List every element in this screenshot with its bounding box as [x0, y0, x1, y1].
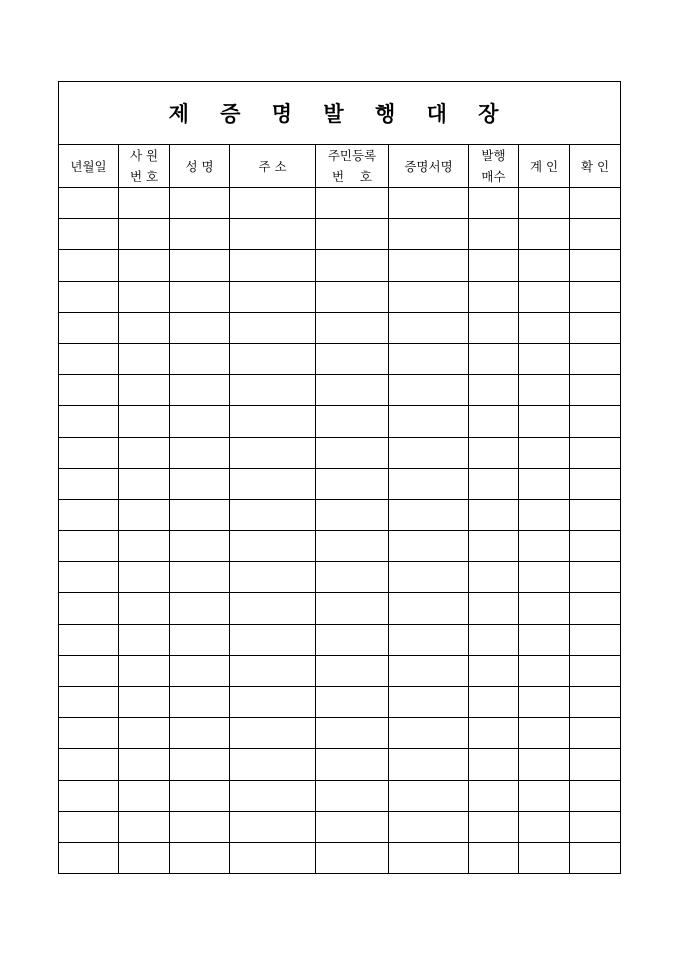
table-cell — [570, 655, 621, 686]
table-cell — [316, 749, 389, 780]
table-cell — [119, 749, 170, 780]
column-header-1 — [59, 145, 119, 188]
table-cell — [389, 343, 469, 374]
table-cell — [59, 562, 119, 593]
title-row — [59, 82, 621, 145]
table-cell — [59, 375, 119, 406]
table-cell — [119, 188, 170, 219]
table-cell — [389, 437, 469, 468]
table-cell — [469, 811, 519, 842]
table-cell — [469, 499, 519, 530]
table-row — [59, 562, 621, 593]
table-cell — [230, 687, 316, 718]
table-cell — [469, 718, 519, 749]
table-cell — [519, 188, 570, 219]
table-cell — [170, 718, 230, 749]
table-cell — [469, 624, 519, 655]
table-row — [59, 437, 621, 468]
table-cell — [469, 687, 519, 718]
table-cell — [519, 780, 570, 811]
table-cell — [230, 811, 316, 842]
table-cell — [59, 687, 119, 718]
table-cell — [570, 780, 621, 811]
table-cell — [230, 531, 316, 562]
table-cell — [519, 281, 570, 312]
table-cell — [469, 655, 519, 686]
table-cell — [316, 811, 389, 842]
table-cell — [170, 749, 230, 780]
table-cell — [230, 780, 316, 811]
table-cell — [389, 406, 469, 437]
column-header-line: 성 명 — [185, 158, 214, 174]
table-cell — [170, 624, 230, 655]
table-cell — [389, 219, 469, 250]
table-cell — [59, 593, 119, 624]
table-cell — [230, 749, 316, 780]
table-cell — [570, 468, 621, 499]
column-header-3 — [170, 145, 230, 188]
table-cell — [119, 718, 170, 749]
table-row — [59, 531, 621, 562]
table-cell — [230, 437, 316, 468]
table-cell — [119, 842, 170, 873]
table-row — [59, 749, 621, 780]
column-header-8 — [519, 145, 570, 188]
table-cell — [170, 312, 230, 343]
column-header-line: 확 인 — [580, 158, 610, 174]
table-row — [59, 468, 621, 499]
table-cell — [469, 219, 519, 250]
table-cell — [469, 437, 519, 468]
table-cell — [389, 468, 469, 499]
table-cell — [316, 624, 389, 655]
table-cell — [230, 468, 316, 499]
table-cell — [519, 343, 570, 374]
table-cell — [316, 531, 389, 562]
table-cell — [389, 655, 469, 686]
table-cell — [59, 437, 119, 468]
table-cell — [316, 188, 389, 219]
table-row — [59, 250, 621, 281]
table-cell — [119, 624, 170, 655]
column-header-line: 주 소 — [258, 158, 287, 174]
table-cell — [59, 624, 119, 655]
table-cell — [170, 593, 230, 624]
table-row — [59, 499, 621, 530]
table-cell — [469, 468, 519, 499]
table-cell — [316, 250, 389, 281]
table-cell — [469, 343, 519, 374]
table-row — [59, 593, 621, 624]
table-row — [59, 312, 621, 343]
table-cell — [389, 842, 469, 873]
table-cell — [170, 406, 230, 437]
table-cell — [389, 811, 469, 842]
table-cell — [519, 593, 570, 624]
table-cell — [119, 531, 170, 562]
column-header-5 — [316, 145, 389, 188]
table-row — [59, 780, 621, 811]
table-cell — [230, 842, 316, 873]
table-row — [59, 687, 621, 718]
table-cell — [230, 375, 316, 406]
table-cell — [570, 250, 621, 281]
column-header-line: 번 호 — [331, 169, 373, 184]
table-cell — [170, 499, 230, 530]
column-header-9 — [570, 145, 621, 188]
table-cell — [316, 499, 389, 530]
table-cell — [230, 624, 316, 655]
table-cell — [519, 531, 570, 562]
table-cell — [519, 562, 570, 593]
table-cell — [59, 811, 119, 842]
table-cell — [389, 375, 469, 406]
table-cell — [59, 531, 119, 562]
table-cell — [170, 562, 230, 593]
column-header-6 — [389, 145, 469, 188]
table-cell — [519, 375, 570, 406]
table-cell — [119, 343, 170, 374]
table-cell — [469, 562, 519, 593]
table-row — [59, 718, 621, 749]
table-cell — [316, 375, 389, 406]
table-cell — [119, 250, 170, 281]
table-cell — [519, 219, 570, 250]
table-cell — [389, 188, 469, 219]
table-cell — [230, 562, 316, 593]
table-cell — [170, 250, 230, 281]
table-cell — [170, 375, 230, 406]
table-cell — [170, 188, 230, 219]
table-cell — [119, 437, 170, 468]
table-cell — [316, 281, 389, 312]
table-cell — [389, 499, 469, 530]
table-cell — [170, 780, 230, 811]
table-cell — [119, 219, 170, 250]
table-cell — [230, 281, 316, 312]
table-cell — [119, 281, 170, 312]
table-cell — [389, 593, 469, 624]
table-cell — [230, 343, 316, 374]
table-cell — [170, 687, 230, 718]
table-cell — [469, 531, 519, 562]
table-cell — [170, 842, 230, 873]
table-cell — [519, 842, 570, 873]
table-cell — [469, 593, 519, 624]
table-cell — [230, 219, 316, 250]
table-row — [59, 343, 621, 374]
table-cell — [59, 219, 119, 250]
table-cell — [316, 842, 389, 873]
table-cell — [469, 250, 519, 281]
table-cell — [230, 312, 316, 343]
table-cell — [570, 281, 621, 312]
column-header-line: 주민등록 — [327, 148, 377, 163]
table-cell — [59, 343, 119, 374]
table-cell — [570, 406, 621, 437]
column-header-line: 매수 — [481, 169, 506, 184]
table-cell — [570, 749, 621, 780]
table-cell — [469, 312, 519, 343]
table-cell — [389, 250, 469, 281]
table-cell — [316, 593, 389, 624]
table-cell — [316, 406, 389, 437]
table-cell — [119, 811, 170, 842]
column-header-line: 번 호 — [129, 169, 159, 184]
table-cell — [519, 437, 570, 468]
table-cell — [170, 343, 230, 374]
table-cell — [570, 718, 621, 749]
table-cell — [119, 499, 170, 530]
table-cell — [570, 593, 621, 624]
table-cell — [59, 842, 119, 873]
table-cell — [119, 687, 170, 718]
table-cell — [59, 780, 119, 811]
table-cell — [316, 780, 389, 811]
table-cell — [570, 811, 621, 842]
table-cell — [59, 188, 119, 219]
table-cell — [570, 343, 621, 374]
table-cell — [570, 842, 621, 873]
table-cell — [119, 655, 170, 686]
table-cell — [59, 406, 119, 437]
table-cell — [469, 406, 519, 437]
table-cell — [469, 780, 519, 811]
column-header-line: 사 원 — [129, 148, 159, 163]
table-cell — [170, 468, 230, 499]
table-cell — [469, 842, 519, 873]
table-cell — [519, 655, 570, 686]
table-cell — [519, 718, 570, 749]
table-cell — [570, 624, 621, 655]
table-cell — [170, 437, 230, 468]
table-cell — [59, 499, 119, 530]
table-cell — [59, 250, 119, 281]
table-row — [59, 188, 621, 219]
table-cell — [469, 281, 519, 312]
table-cell — [230, 250, 316, 281]
column-header-4 — [230, 145, 316, 188]
table-cell — [119, 468, 170, 499]
table-cell — [230, 499, 316, 530]
column-header-2 — [119, 145, 170, 188]
table-cell — [119, 406, 170, 437]
table-cell — [230, 406, 316, 437]
table-row — [59, 375, 621, 406]
table-cell — [316, 562, 389, 593]
table-cell — [316, 437, 389, 468]
table-cell — [316, 219, 389, 250]
table-cell — [389, 687, 469, 718]
table-row — [59, 842, 621, 873]
table-cell — [59, 718, 119, 749]
table-cell — [469, 188, 519, 219]
table-cell — [519, 312, 570, 343]
table-cell — [570, 687, 621, 718]
table-row — [59, 219, 621, 250]
table-cell — [316, 718, 389, 749]
table-cell — [389, 780, 469, 811]
table-cell — [316, 655, 389, 686]
table-cell — [519, 687, 570, 718]
table-cell — [519, 468, 570, 499]
table-cell — [170, 531, 230, 562]
table-cell — [59, 468, 119, 499]
table-cell — [389, 281, 469, 312]
table-cell — [519, 406, 570, 437]
table-cell — [119, 312, 170, 343]
table-row — [59, 624, 621, 655]
table-cell — [230, 188, 316, 219]
table-cell — [519, 499, 570, 530]
table-cell — [519, 749, 570, 780]
table-cell — [389, 531, 469, 562]
table-cell — [389, 312, 469, 343]
table-cell — [316, 312, 389, 343]
table-cell — [519, 811, 570, 842]
table-cell — [230, 593, 316, 624]
table-cell — [570, 219, 621, 250]
table-row — [59, 406, 621, 437]
table-cell — [570, 531, 621, 562]
table-cell — [570, 312, 621, 343]
column-header-line: 발행 — [481, 148, 506, 163]
table-cell — [389, 562, 469, 593]
table-cell — [570, 562, 621, 593]
table-cell — [316, 468, 389, 499]
column-header-line: 년월일 — [70, 158, 107, 174]
table-cell — [570, 437, 621, 468]
table-cell — [59, 749, 119, 780]
table-row — [59, 281, 621, 312]
table-cell — [119, 375, 170, 406]
table-cell — [119, 780, 170, 811]
table-cell — [316, 687, 389, 718]
table-cell — [170, 281, 230, 312]
table-row — [59, 655, 621, 686]
column-header-line: 계 인 — [529, 158, 559, 174]
table-cell — [170, 219, 230, 250]
table-cell — [519, 250, 570, 281]
table-cell — [230, 718, 316, 749]
issuance-ledger-table — [58, 81, 621, 874]
column-header-line: 증명서명 — [404, 158, 453, 174]
header-row — [59, 145, 621, 188]
table-cell — [469, 749, 519, 780]
table-cell — [170, 811, 230, 842]
table-cell — [389, 749, 469, 780]
table-cell — [570, 375, 621, 406]
table-cell — [316, 343, 389, 374]
ledger-title: 제 증 명 발 행 대 장 — [59, 82, 621, 145]
table-cell — [119, 562, 170, 593]
table-cell — [519, 624, 570, 655]
table-row — [59, 811, 621, 842]
table-cell — [59, 312, 119, 343]
table-cell — [119, 593, 170, 624]
table-cell — [469, 375, 519, 406]
table-cell — [59, 655, 119, 686]
table-cell — [230, 655, 316, 686]
table-cell — [59, 281, 119, 312]
column-header-7 — [469, 145, 519, 188]
table-cell — [570, 188, 621, 219]
table-cell — [570, 499, 621, 530]
table-cell — [389, 624, 469, 655]
table-cell — [170, 655, 230, 686]
table-cell — [389, 718, 469, 749]
